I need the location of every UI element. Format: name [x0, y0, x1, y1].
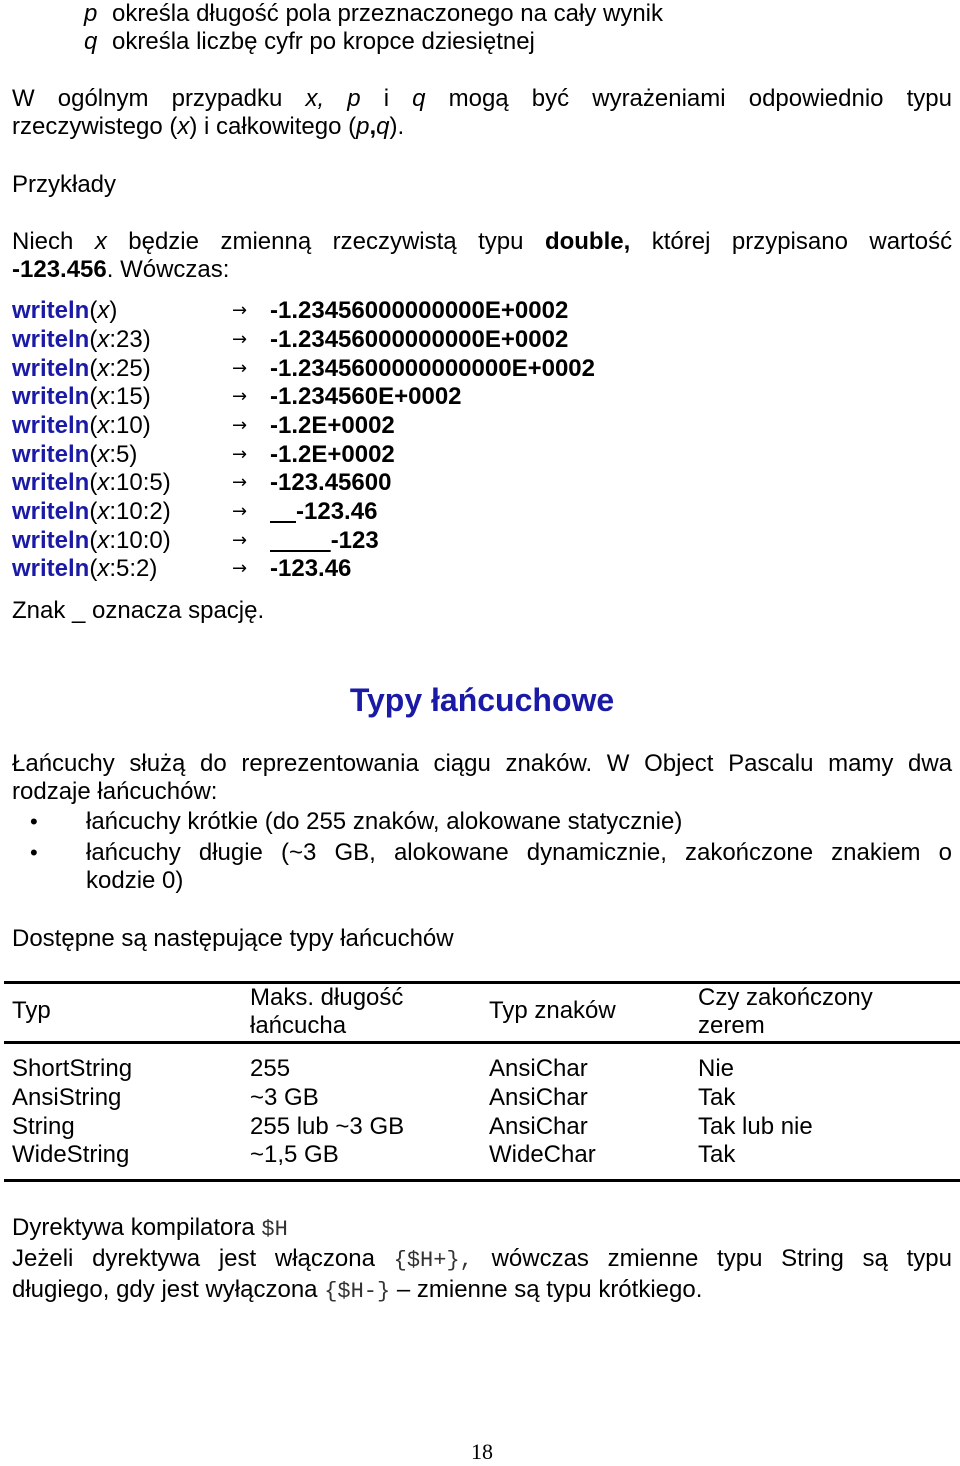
- example-call: writeln(x): [12, 297, 118, 324]
- word: być: [531, 85, 570, 112]
- bullet-item-2-line-1: [86, 839, 952, 867]
- table-cell: AnsiString: [12, 1084, 122, 1111]
- example-result: [270, 383, 462, 411]
- word: Pascalu: [728, 750, 814, 777]
- var: x: [97, 498, 110, 525]
- var: x: [97, 326, 110, 353]
- table-header-null-terminated: [698, 984, 873, 1040]
- text: Maks. długość: [250, 984, 404, 1011]
- text: x: [177, 113, 190, 140]
- table-header-type: Typ: [12, 997, 51, 1024]
- table-cell: String: [12, 1113, 75, 1140]
- word: (~3: [281, 839, 317, 866]
- table-cell: AnsiChar: [489, 1113, 588, 1140]
- strings-intro-line-2: rodzaje łańcuchów:: [12, 778, 218, 805]
- arrow-icon: →: [232, 558, 248, 579]
- table-cell: WideString: [12, 1141, 130, 1168]
- word: wartość: [869, 228, 953, 255]
- example-call: writeln(x:5): [12, 441, 138, 468]
- text: łańcucha: [250, 1012, 347, 1039]
- table-cell: AnsiChar: [489, 1084, 588, 1111]
- space-note: Znak _ oznacza spację.: [12, 597, 265, 624]
- table-cell: 255 lub ~3 GB: [250, 1113, 405, 1140]
- var: x: [97, 469, 110, 496]
- word: przypadku: [171, 85, 283, 112]
- table-cell: WideChar: [489, 1141, 596, 1168]
- param-q: [84, 28, 535, 56]
- table-cell: Nie: [698, 1055, 735, 1082]
- word: wówczas: [491, 1245, 589, 1272]
- var: x: [97, 297, 110, 324]
- arrow-icon: →: [232, 530, 248, 551]
- word: służą: [129, 750, 186, 777]
- word: włączona: [274, 1245, 375, 1272]
- table-cell: 255: [250, 1055, 291, 1082]
- word: double,: [544, 228, 631, 255]
- word: której: [651, 228, 711, 255]
- word: x,: [305, 85, 325, 112]
- table-cell: Tak lub nie: [698, 1113, 813, 1140]
- example-call: writeln(x:10): [12, 412, 151, 439]
- param-text: określa długość pola przeznaczonego na cały wynik: [112, 0, 664, 27]
- example-result: [270, 527, 379, 555]
- word: o: [938, 839, 953, 866]
- args: :10: [109, 412, 143, 439]
- result: -1.23456000000000E+0002: [270, 297, 569, 324]
- table-cell: ShortString: [12, 1055, 133, 1082]
- text: ,: [369, 113, 377, 140]
- table-bottom-rule: [4, 1179, 960, 1182]
- arrow-icon: →: [232, 472, 248, 493]
- param-text: określa liczbę cyfr po kropce dziesiętnej: [112, 28, 535, 55]
- types-intro: Dostępne są następujące typy łańcuchów: [12, 925, 454, 952]
- example-call: writeln(x:10:2): [12, 498, 171, 525]
- var: x: [97, 527, 110, 554]
- word: zakończone: [684, 839, 814, 866]
- var: x: [97, 355, 110, 382]
- arrow-icon: →: [232, 501, 248, 522]
- page-number: 18: [471, 1439, 493, 1464]
- text: – zmienne są typu krótkiego.: [390, 1276, 703, 1303]
- table-cell: AnsiChar: [489, 1055, 588, 1082]
- args: :10:0: [109, 527, 163, 554]
- example-result: [270, 326, 568, 354]
- arrow-icon: →: [232, 329, 248, 350]
- word: dyrektywa: [92, 1245, 201, 1272]
- word: znaków.: [505, 750, 593, 777]
- word: odpowiednio: [748, 85, 884, 112]
- word: x: [94, 228, 107, 255]
- word: typu: [906, 1245, 952, 1272]
- intro-line-1: [12, 228, 952, 256]
- example-call: writeln(x:10:0): [12, 527, 171, 554]
- fn: writeln: [12, 412, 90, 439]
- fn: writeln: [12, 355, 90, 382]
- word: typu: [717, 1245, 763, 1272]
- table-cell: ~1,5 GB: [250, 1141, 339, 1168]
- example-result: [270, 498, 377, 526]
- result: -1.2E+0002: [270, 441, 395, 468]
- general-line-1: [12, 85, 952, 113]
- example-result: [270, 441, 395, 469]
- fn: writeln: [12, 555, 90, 582]
- param-p: [84, 0, 663, 28]
- word: zmienne: [607, 1245, 699, 1272]
- word: jest: [218, 1245, 257, 1272]
- word: łańcuchy: [86, 839, 181, 866]
- text: q: [376, 113, 390, 140]
- text: rzeczywistego (: [12, 113, 178, 140]
- fn: writeln: [12, 326, 90, 353]
- word: GB,: [334, 839, 376, 866]
- word: dynamicznie,: [526, 839, 667, 866]
- directive-line-2: [12, 1245, 952, 1275]
- word: alokowane: [393, 839, 509, 866]
- word: q: [412, 85, 426, 112]
- word: W: [606, 750, 630, 777]
- word: p: [347, 85, 361, 112]
- result: -1.2E+0002: [270, 412, 395, 439]
- bullet-item-1: łańcuchy krótkie (do 255 znaków, alokowane statycznie): [86, 808, 683, 835]
- word: przypisano: [731, 228, 848, 255]
- text: Dyrektywa kompilatora: [12, 1214, 255, 1241]
- text: długiego, gdy jest wyłączona: [12, 1276, 325, 1303]
- example-call: writeln(x:15): [12, 383, 151, 410]
- table-cell: ~3 GB: [250, 1084, 319, 1111]
- var: x: [97, 555, 110, 582]
- text: zerem: [698, 1012, 765, 1039]
- word: wyrażeniami: [592, 85, 726, 112]
- table-cell: Tak: [698, 1141, 736, 1168]
- table-header-rule: [4, 1041, 960, 1044]
- result: -123: [330, 527, 379, 554]
- fn: writeln: [12, 297, 90, 324]
- section-heading: Typy łańcuchowe: [349, 682, 615, 718]
- fn: writeln: [12, 527, 90, 554]
- text: . Wówczas:: [106, 256, 230, 283]
- text: p: [356, 113, 370, 140]
- text: Czy zakończony: [698, 984, 873, 1011]
- fn: writeln: [12, 498, 90, 525]
- spaces: [270, 527, 331, 554]
- result: -1.234560E+0002: [270, 383, 462, 410]
- word: dwa: [908, 750, 953, 777]
- word: ogólnym: [57, 85, 149, 112]
- code: {$H+},: [393, 1248, 473, 1273]
- directive-title: [12, 1214, 288, 1244]
- general-line-2: [12, 113, 404, 141]
- table-header-char-type: Typ znaków: [489, 997, 616, 1024]
- word: reprezentowania: [241, 750, 419, 777]
- arrow-icon: →: [232, 444, 248, 465]
- args: :5: [109, 441, 130, 468]
- word: Łańcuchy: [12, 750, 115, 777]
- code: $H: [261, 1217, 288, 1242]
- word: W: [12, 85, 35, 112]
- fn: writeln: [12, 469, 90, 496]
- text: ) i całkowitego (: [189, 113, 357, 140]
- args: :5:2: [109, 555, 150, 582]
- bullet-icon: •: [30, 840, 38, 865]
- example-result: [270, 555, 351, 583]
- word: długie: [198, 839, 263, 866]
- word: są: [862, 1245, 888, 1272]
- bullet-item-2-line-2: kodzie 0): [86, 867, 184, 894]
- arrow-icon: →: [232, 358, 248, 379]
- example-call: writeln(x:10:5): [12, 469, 171, 496]
- result: -1.23456000000000E+0002: [270, 326, 569, 353]
- word: i: [383, 85, 390, 112]
- examples-label: Przykłady: [12, 171, 117, 198]
- directive-line-3: [12, 1276, 702, 1306]
- arrow-icon: →: [232, 300, 248, 321]
- code: {$H-}: [324, 1279, 391, 1304]
- args: :23: [109, 326, 143, 353]
- param-var: q: [84, 28, 98, 55]
- word: będzie: [128, 228, 199, 255]
- word: Object: [644, 750, 714, 777]
- spaces: [270, 498, 296, 525]
- word: mamy: [828, 750, 894, 777]
- result: -123.46: [270, 555, 352, 582]
- param-var: p: [84, 0, 98, 27]
- example-call: writeln(x:5:2): [12, 555, 158, 582]
- word: ciągu: [433, 750, 491, 777]
- table-header-max-length: [250, 984, 403, 1040]
- word: rzeczywistą: [332, 228, 457, 255]
- word: String: [781, 1245, 844, 1272]
- value: -123.456: [12, 256, 107, 283]
- args: :10:5: [109, 469, 163, 496]
- var: x: [97, 383, 110, 410]
- text: ).: [389, 113, 405, 140]
- word: do: [200, 750, 227, 777]
- example-result: [270, 412, 395, 440]
- args: :25: [109, 355, 143, 382]
- example-result: [270, 297, 568, 325]
- fn: writeln: [12, 383, 90, 410]
- example-call: writeln(x:23): [12, 326, 151, 353]
- word: zmienną: [220, 228, 312, 255]
- example-result: [270, 469, 391, 497]
- word: Jeżeli: [12, 1245, 74, 1272]
- result: -123.45600: [270, 469, 392, 496]
- bullet-icon: •: [30, 809, 38, 834]
- word: znakiem: [831, 839, 921, 866]
- var: x: [97, 441, 110, 468]
- args: :10:2: [109, 498, 163, 525]
- word: Niech: [12, 228, 74, 255]
- example-result: [270, 355, 595, 383]
- table-cell: Tak: [698, 1084, 736, 1111]
- example-call: writeln(x:25): [12, 355, 151, 382]
- arrow-icon: →: [232, 386, 248, 407]
- strings-intro-line-1: [12, 750, 952, 778]
- arrow-icon: →: [232, 415, 248, 436]
- fn: writeln: [12, 441, 90, 468]
- result: -1.2345600000000000E+0002: [270, 355, 595, 382]
- intro-line-2: [12, 256, 229, 284]
- result: -123.46: [296, 498, 378, 525]
- word: mogą: [448, 85, 509, 112]
- word: typu: [478, 228, 524, 255]
- var: x: [97, 412, 110, 439]
- word: typu: [906, 85, 952, 112]
- args: :15: [109, 383, 143, 410]
